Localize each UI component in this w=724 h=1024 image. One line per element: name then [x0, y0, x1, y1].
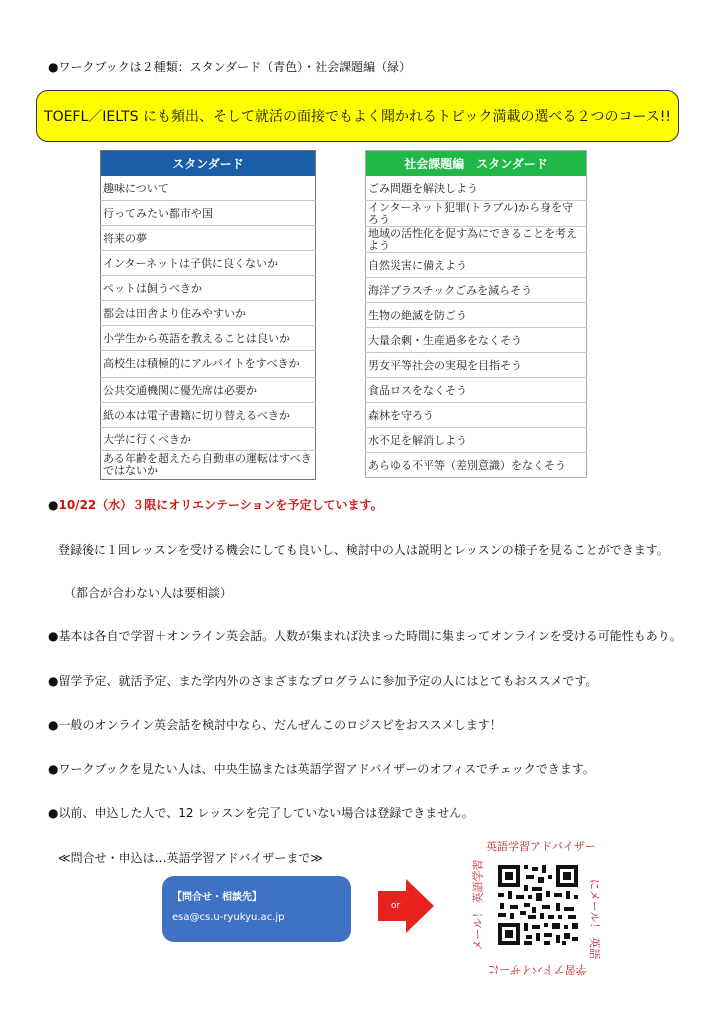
contact-lead: ≪問合せ・申込は…英語学習アドバイザーまで≫: [58, 851, 323, 865]
courses-callout: [36, 90, 679, 142]
table-row: 水不足を解消しよう: [366, 428, 587, 453]
callout-text: TOEFL／IELTS にも頻出、そして就活の面接でもよく聞かれるトピック満載の選べる２つのコース!!: [44, 109, 671, 125]
table-row: インターネットは子供に良くないか: [101, 251, 316, 276]
arrow-icon: [376, 877, 436, 939]
bullet-item: ●ワークブックを見たい人は、中央生協または英語学習アドバイザーのオフィスでチェックできます。: [48, 762, 595, 776]
qr-top-text: 英語学習アドバイザー: [486, 840, 596, 853]
bullet-item: ●一般のオンライン英会話を検討中なら、だんぜんこのロジスピをおススメします！: [48, 718, 502, 732]
qr-bottom-text: 学習アドバイザーに: [488, 963, 587, 976]
qr-code-icon[interactable]: [496, 863, 580, 947]
or-label: or: [391, 901, 401, 911]
bullet-item: ●以前、申込した人で、12 レッスンを完了していない場合は登録できません。: [48, 806, 474, 820]
table-row: 生物の絶滅を防ごう: [366, 303, 587, 328]
table-row: ある年齢を超えたら自動車の運転はすべきではないか: [103, 452, 312, 477]
table-row: 小学生から英語を教えることは良いか: [101, 326, 316, 351]
table-row: 紙の本は電子書籍に切り替えるべきか: [101, 403, 316, 428]
qr-right-text: にメール！ 英語: [588, 878, 602, 960]
standard-topics-table: [100, 150, 316, 480]
table-row: 食品ロスをなくそう: [366, 378, 587, 403]
qr-left-text: メール！ 英語学習: [471, 859, 485, 951]
qr-frame: [466, 833, 610, 979]
table-row: 都会は田舎より住みやすいか: [101, 301, 316, 326]
workbook-intro: ●ワークブックは２種類：スタンダード（青色）・社会課題編（緑）: [48, 60, 412, 74]
table-row: 地域の活性化を促す為にできることを考えよう: [366, 227, 587, 253]
table-row: 高校生は積極的にアルバイトをすべきか: [101, 351, 316, 378]
bullet-item: ●留学予定、就活予定、また学内外のさまざまなプログラムに参加予定の人にはとてもおススメです。: [48, 674, 598, 688]
table-row: 自然災害に備えよう: [366, 253, 587, 278]
contact-box-title: 【問合せ・相談先】: [172, 892, 262, 903]
contact-box: [162, 876, 351, 942]
table-row: 大量余剰・生産過多をなくそう: [366, 328, 587, 353]
table-row: インターネット犯罪(トラブル)から身を守ろう: [366, 201, 587, 227]
orientation-note: （都合が合わない人は要相談）: [64, 586, 233, 600]
table-row: 海洋プラスチックごみを減らそう: [366, 278, 587, 303]
table-row: 将来の夢: [101, 226, 316, 251]
orientation-bullet: ●: [48, 498, 59, 512]
table-row: ごみ問題を解決しよう: [366, 176, 587, 201]
table-row: 行ってみたい都市や国: [101, 201, 316, 226]
bullet-item: ●基本は各自で学習＋オンライン英会話。人数が集まれば決まった時間に集まってオンラインを受ける可能性もあり。: [48, 629, 682, 643]
table-row: 森林を守ろう: [366, 403, 587, 428]
table-row: ペットは飼うべきか: [101, 276, 316, 301]
orientation-detail: 登録後に１回レッスンを受ける機会にしても良いし、検討中の人は説明とレッスンの様子を見ることができます。: [58, 543, 669, 557]
table-row: 大学に行くべきか: [101, 428, 316, 451]
social-issues-table: [365, 150, 587, 478]
table-row: あらゆる不平等（差別意識）をなくそう: [368, 459, 566, 472]
social-table-header: 社会課題編 スタンダード: [366, 151, 587, 177]
standard-table-header: スタンダード: [101, 151, 316, 177]
contact-email[interactable]: esa@cs.u-ryukyu.ac.jp: [172, 912, 285, 923]
table-row: 趣味について: [101, 176, 316, 201]
orientation-heading: [48, 497, 383, 513]
orientation-headline: 10/22（水）３限にオリエンテーションを予定しています。: [58, 498, 383, 512]
table-row: 男女平等社会の実現を目指そう: [366, 353, 587, 378]
table-row: 公共交通機関に優先席は必要か: [101, 378, 316, 403]
